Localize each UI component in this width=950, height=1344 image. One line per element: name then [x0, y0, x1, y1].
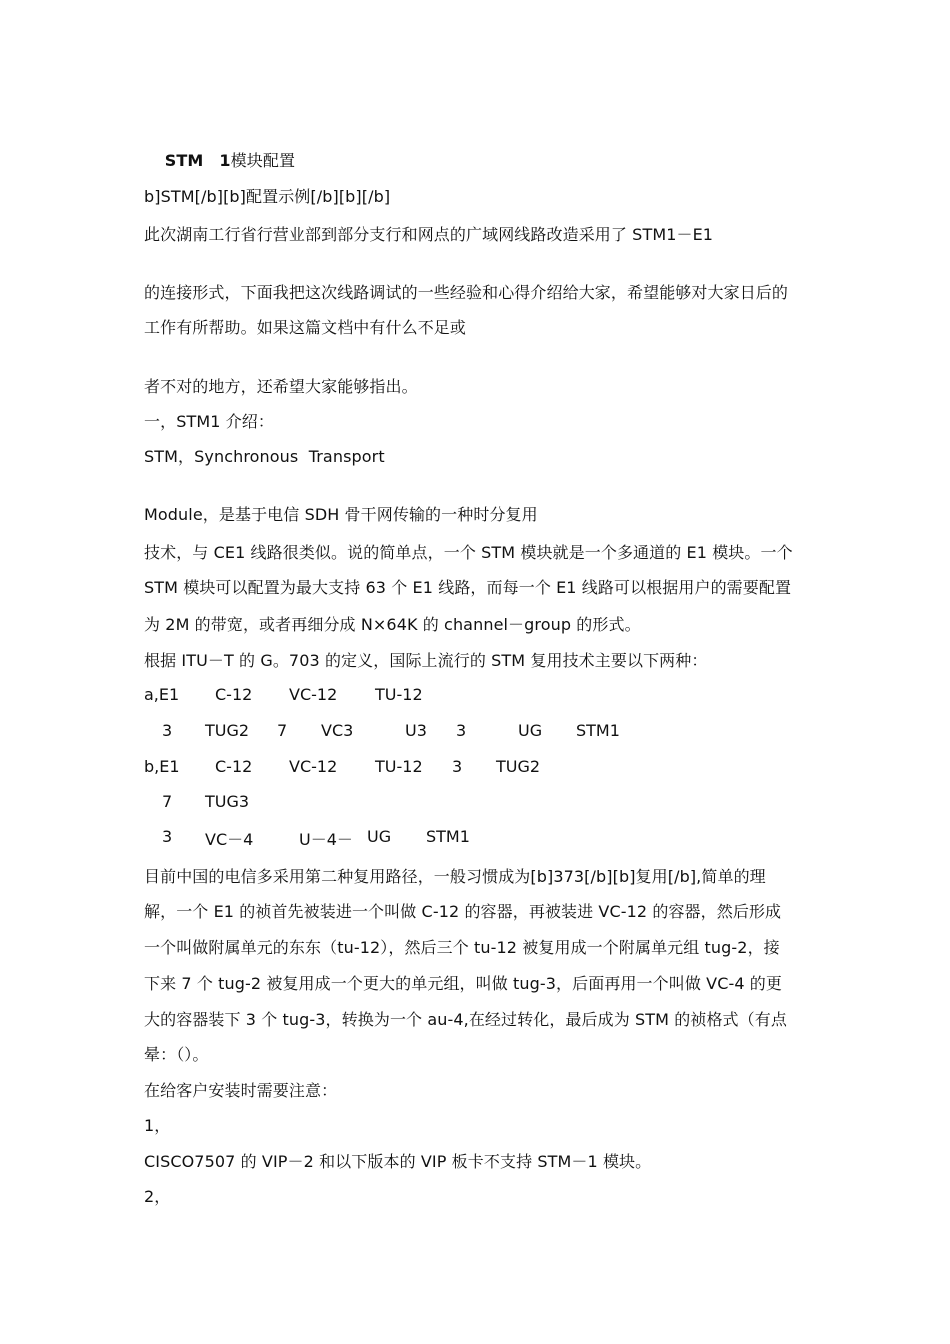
seq-item: VC－4: [205, 830, 254, 849]
text-line-31: 2，: [144, 1187, 171, 1206]
text-line-29: 1，: [144, 1116, 171, 1135]
text-line-25: 下来 7 个 tug-2 被复用成一个更大的单元组，叫做 tug-3，后面再用一个叫做 VC-4 的更: [144, 974, 782, 993]
document-title: [144, 128, 295, 194]
title-prefix: STM: [164, 151, 204, 170]
seq-item: 7: [277, 721, 288, 740]
seq-item: UG: [518, 721, 543, 740]
seq-item: 3: [456, 721, 467, 740]
text-line-12: 根据 ITU－T 的 G。703 的定义，国际上流行的 STM 复用技术主要以下两种：: [144, 651, 708, 670]
seq-item: U3: [405, 721, 427, 740]
text-line-6: 一，STM1 介绍：: [144, 412, 275, 431]
text-line-4: 工作有所帮助。如果这篇文档中有什么不足或: [144, 318, 467, 337]
seq-item: VC-12: [289, 685, 338, 704]
seq-item: C-12: [215, 757, 253, 776]
text-line-10: STM 模块可以配置为最大支持 63 个 E1 线路，而每一个 E1 线路可以根据用户的需要配置: [144, 578, 792, 597]
text-line-30: CISCO7507 的 VIP－2 和以下版本的 VIP 板卡不支持 STM－1 模块。: [144, 1152, 652, 1171]
text-line-22: 目前中国的电信多采用第二种复用路径，一般习惯成为[b]373[/b][b]复用[/b],简单的理: [144, 867, 766, 886]
seq-item: 3: [452, 757, 463, 776]
seq-item: TUG3: [205, 792, 250, 811]
text-line-7: STM，Synchronous Transport: [144, 447, 385, 466]
seq-item: VC3: [321, 721, 354, 740]
seq-item: 3: [162, 721, 173, 740]
seq-item: 3: [162, 827, 173, 846]
seq-item: VC-12: [289, 757, 338, 776]
seq-item: a,E1: [144, 685, 180, 704]
seq-item: STM1: [576, 721, 620, 740]
text-line-1: b]STM[/b][b]配置示例[/b][b][/b]: [144, 187, 391, 206]
text-line-28: 在给客户安装时需要注意：: [144, 1081, 338, 1100]
text-line-8: Module，是基于电信 SDH 骨干网传输的一种时分复用: [144, 505, 538, 524]
text-line-26: 大的容器装下 3 个 tug-3，转换为一个 au-4,在经过转化，最后成为 STM 的祯格式（有点: [144, 1010, 787, 1029]
text-line-27: 晕：（）。: [144, 1045, 209, 1064]
seq-item: 7: [162, 792, 173, 811]
text-line-24: 一个叫做附属单元的东东（tu-12），然后三个 tu-12 被复用成一个附属单元组 tug-2，接: [144, 938, 780, 957]
title-number: 1: [219, 151, 231, 170]
text-line-9: 技术，与 CE1 线路很类似。说的简单点，一个 STM 模块就是一个多通道的 E1 模块。一个: [144, 543, 793, 562]
title-suffix: 模块配置: [230, 151, 296, 170]
seq-item: STM1: [426, 827, 470, 846]
text-line-11: 为 2M 的带宽，或者再细分成 N×64K 的 channel－group 的形式。: [144, 615, 641, 634]
text-line-3: 的连接形式，下面我把这次线路调试的一些经验和心得介绍给大家，希望能够对大家日后的: [144, 283, 789, 302]
text-line-23: 解，一个 E1 的祯首先被装进一个叫做 C-12 的容器，再被装进 VC-12 的容器，然后形成: [144, 902, 782, 921]
seq-item: U－4－: [299, 830, 353, 849]
seq-item: TUG2: [205, 721, 250, 740]
text-line-2: 此次湖南工行省行营业部到部分支行和网点的广域网线路改造采用了 STM1－E1: [144, 225, 714, 244]
seq-item: TUG2: [496, 757, 541, 776]
seq-item: UG: [367, 827, 392, 846]
seq-item: TU-12: [375, 757, 423, 776]
text-line-5: 者不对的地方，还希望大家能够指出。: [144, 377, 418, 396]
seq-item: b,E1: [144, 757, 180, 776]
seq-item: TU-12: [375, 685, 423, 704]
seq-item: C-12: [215, 685, 253, 704]
